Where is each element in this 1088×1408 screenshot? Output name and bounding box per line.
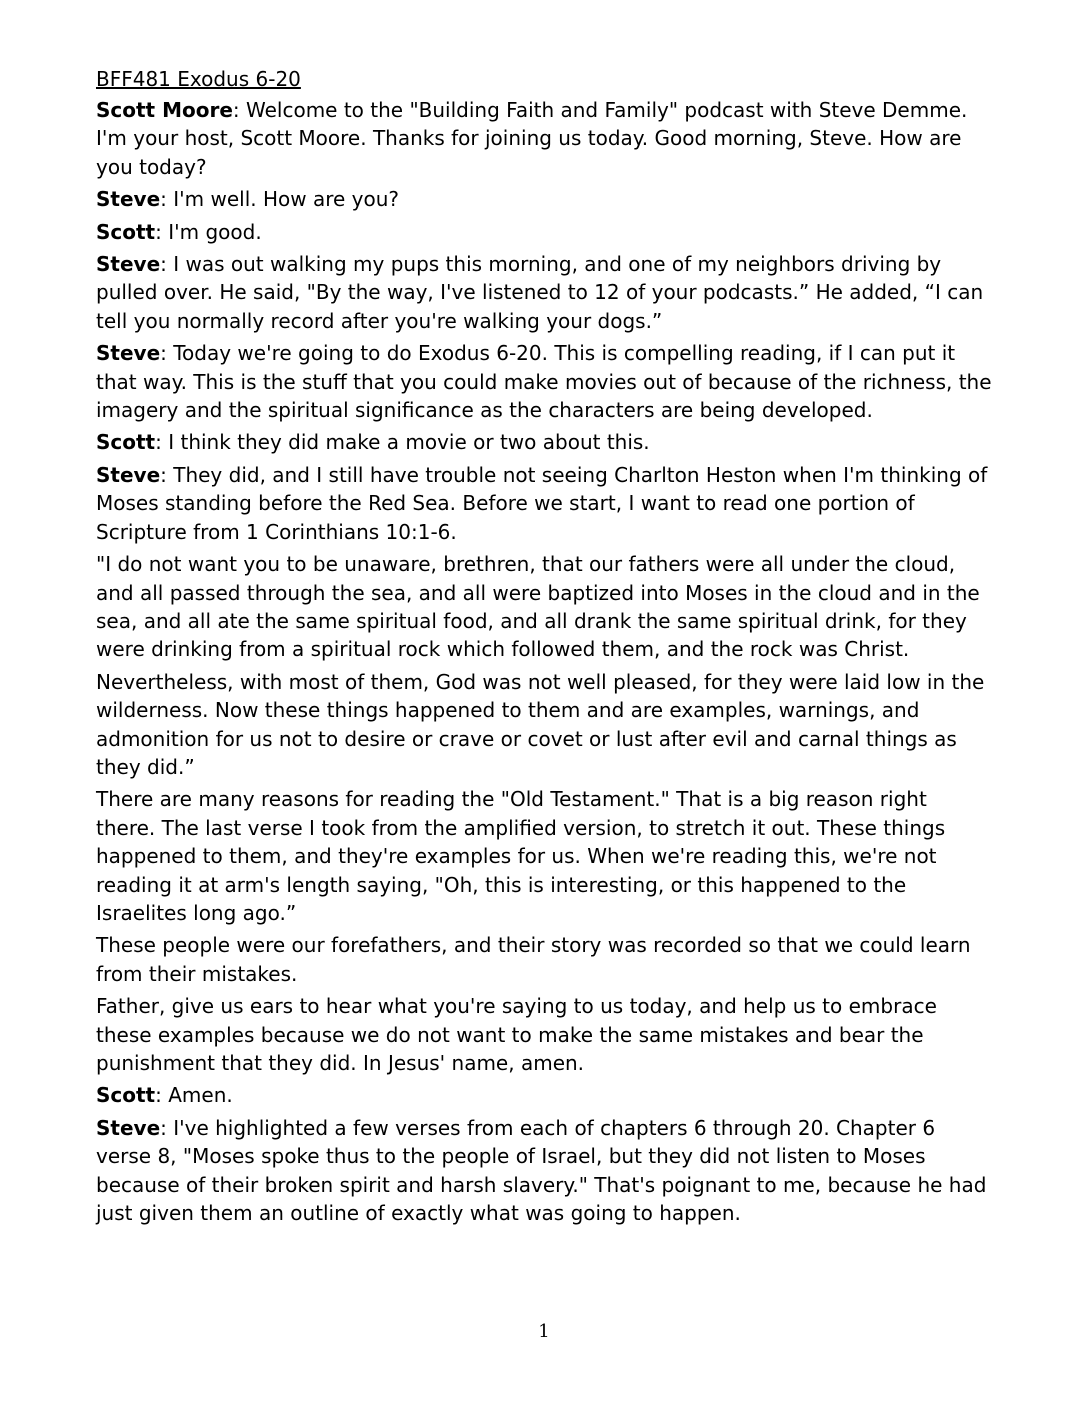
paragraph-text: Father, give us ears to hear what you're saying to us today, and help us to embrace these examples because we do not want to make the same mistakes and bear the punishment that they did. In Jesus' name, amen.	[96, 994, 937, 1075]
transcript-paragraph	[96, 931, 992, 988]
paragraph-text: : I've highlighted a few verses from each of chapters 6 through 20. Chapter 6 verse 8, "Moses spoke thus to the people of Israel, but they did not listen to Moses because of their broken spirit and harsh slavery." That's poignant to me, because he had just given them an outline of exactly what was going to happen.	[96, 1115, 987, 1226]
paragraph-text: : Amen.	[155, 1083, 233, 1108]
transcript-page	[96, 66, 992, 1231]
paragraph-text: : Welcome to the "Building Faith and Family" podcast with Steve Demme. I'm your host, Scott Moore. Thanks for joining us today. Good morning, Steve. How are you today?	[96, 98, 968, 179]
paragraph-text: : I'm well. How are you?	[160, 187, 400, 212]
scripture-quote	[96, 668, 992, 782]
transcript-paragraph	[96, 785, 992, 927]
paragraph-text: : I was out walking my pups this morning, and one of my neighbors driving by pulled over. He said, "By the way, I've listened to 12 of your podcasts.” He added, “I can tell you normally record after you're walking your dogs.”	[96, 252, 984, 333]
transcript-paragraph	[96, 1081, 992, 1109]
paragraph-text: : Today we're going to do Exodus 6-20. This is compelling reading, if I can put it that way. This is the stuff that you could make movies out of because of the richness, the imagery and the spiritual significance as the characters are being developed.	[96, 341, 992, 423]
paragraph-text: Nevertheless, with most of them, God was not well pleased, for they were laid low in the wilderness. Now these things happened to them and are examples, warnings, and admonition for us not to desire or crave or covet or lust after evil and carnal things as they did.”	[96, 669, 985, 779]
speaker-name: Scott	[96, 1083, 156, 1108]
speaker-name: Scott	[96, 430, 156, 455]
paragraph-text: : They did, and I still have trouble not seeing Charlton Heston when I'm thinking of Moses standing before the Red Sea. Before we start, I want to read one portion of Scripture from 1 Corinthians 10:1-6.	[96, 462, 988, 544]
transcript-paragraph	[96, 461, 992, 546]
paragraph-text: : I think they did make a movie or two about this.	[155, 430, 650, 455]
speaker-name: Scott Moore	[96, 98, 233, 122]
paragraph-text: : I'm good.	[155, 219, 262, 244]
speaker-name: Scott	[96, 219, 156, 244]
transcript-paragraph	[96, 1114, 992, 1228]
speaker-name: Steve	[96, 187, 161, 212]
speaker-name: Steve	[96, 1115, 161, 1140]
page-number: 1	[538, 1321, 550, 1342]
transcript-paragraph	[96, 250, 992, 335]
paragraph-text: There are many reasons for reading the "Old Testament." That is a big reason right there. The last verse I took from the amplified version, to stretch it out. These things happened to them, and they're examples for us. When we're reading this, we're not reading it at arm's length saying, "Oh, this is interesting, or this happened to the Israelites long ago.”	[96, 787, 946, 925]
speaker-name: Steve	[96, 462, 161, 487]
speaker-name: Steve	[96, 252, 161, 277]
transcript-paragraph	[96, 96, 992, 181]
transcript-paragraph	[96, 185, 992, 213]
speaker-name: Steve	[96, 341, 161, 366]
document-title: BFF481 Exodus 6-20	[96, 67, 301, 91]
paragraph-text: "I do not want you to be unaware, brethren, that our fathers were all under the cloud, and all passed through the sea, and all were baptized into Moses in the cloud and in the sea, and all ate the same spiritual food, and all drank the same spiritual drink, for they were drinking from a spiritual rock which followed them, and the rock was Christ.	[96, 552, 980, 662]
transcript-paragraph	[96, 428, 992, 456]
scripture-quote	[96, 550, 992, 664]
transcript-paragraph	[96, 339, 992, 424]
transcript-paragraph	[96, 218, 992, 246]
paragraph-text: These people were our forefathers, and their story was recorded so that we could learn from their mistakes.	[96, 933, 971, 986]
prayer-paragraph	[96, 992, 992, 1077]
